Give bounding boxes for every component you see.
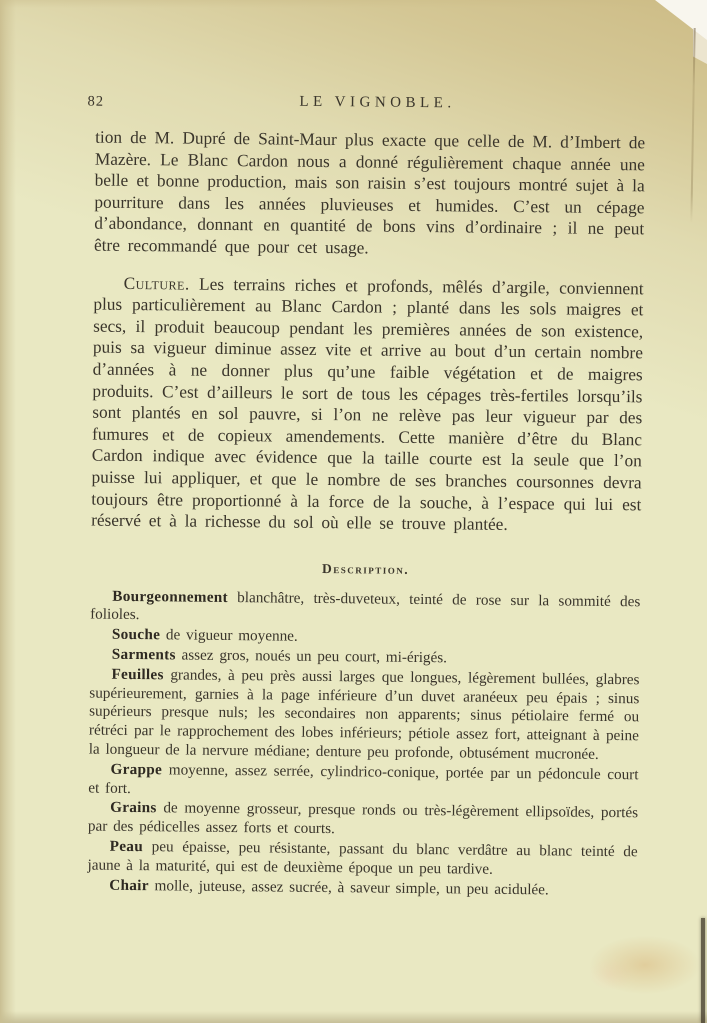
term-label: Bourgeonnement	[112, 587, 229, 606]
paragraph-continuation	[94, 127, 645, 262]
term-text: assez gros, noués un peu court, mi-érigés.	[175, 646, 448, 667]
page-content	[87, 92, 645, 901]
description-list	[87, 587, 640, 900]
page-corner-background	[655, 0, 707, 40]
running-title: LE VIGNOBLE.	[299, 93, 456, 112]
description-item-feuilles	[89, 665, 640, 765]
description-item-grains	[88, 799, 638, 842]
paragraph-text: tion de M. Dupré de Saint-Maur plus exacte que celle de M. d’Imbert de Mazère. Le Blanc Cardon nous a donné régulièrement chaque année une belle et bonne production, mais son raisin s’est toujours montré sujet à la pourriture dans les années pluvieuses et humides. C’est un cépage d’abondance, donnant en quantité de bons vins d’ordinaire ; il ne peut être recommandé que pour cet usage.	[93, 127, 646, 258]
paragraph-text: Les terrains riches et profonds, mêlés d’argile, conviennent plus particulièrement au Blanc Cardon ; planté dans les sols maigres et secs, il produit beaucoup pendant les premières années de son existence, puis sa vigueur diminue assez vite et arrive au bout d’un certain nombre d’années à ne donner plus qu’une faible végétation et de maigres produits. C’est d’ailleurs le sort de tous les cépages très-fertiles lorsqu’ils sont plantés en sol pauvre, si l’on ne relève pas leur vigueur par des fumures et de copieux amendements. Cette manière d’être du Blanc Cardon indique avec évidence que la taille courte est la seule que l’on puisse lui appliquer, et que le nombre de ses branches coursonnes devra toujours être proportionné à la force de la souche, à l’espace qui lui est réservé et à la richesse du sol où elle se trouve plantée.	[91, 274, 644, 535]
description-item-peau	[87, 838, 637, 881]
page-crease	[690, 28, 695, 223]
page-header	[87, 92, 645, 122]
page-number: 82	[87, 93, 105, 110]
paragraph-lead-smallcaps: Culture.	[123, 273, 190, 294]
page-edge-shadow	[701, 918, 705, 1023]
term-text: molle, juteuse, assez sucrée, à saveur simple, un peu acidulée.	[148, 876, 549, 899]
description-item-bourgeonnement	[90, 587, 640, 630]
term-text: grandes, à peu près aussi larges que longues, légèrement bullées, glabres supérieurement, garnies à la page inférieure d’un duvet aranéeux peu épais ; sinus supérieurs presque nuls; les secondaires non apparents; sinus pétiolaire fermé ou rétréci par le rapprochement des lobes inférieurs; pétiole assez fort, atteignant à peine la longueur de la nervure médiane; denture peu profonde, obtusément mucronée.	[88, 666, 640, 763]
term-label: Sarments	[111, 645, 176, 664]
term-label: Souche	[111, 626, 161, 644]
term-text: moyenne, assez serrée, cylindrico-conique, portée par un pédoncule court et fort.	[88, 761, 639, 797]
paragraph-culture	[91, 272, 644, 537]
term-label: Grappe	[110, 760, 163, 779]
term-label: Feuilles	[111, 665, 164, 684]
description-item-grappe	[88, 760, 638, 803]
term-label: Peau	[109, 837, 144, 856]
term-label: Grains	[110, 799, 157, 817]
term-text: de moyenne grosseur, presque ronds ou très-légèrement ellipsoïdes, portés par des pédicelles assez forts et courts.	[87, 799, 639, 838]
term-label: Chair	[109, 876, 149, 894]
section-heading: Description.	[321, 560, 410, 577]
term-text: de vigueur moyenne.	[160, 626, 298, 646]
term-text: peu épaisse, peu résistante, passant du blanc verdâtre au blanc teinté de jaune à la maturité, qui est de deuxième époque un peu tardive.	[87, 838, 638, 878]
term-text: blanchâtre, très-duveteux, teinté de rose sur la sommité des folioles.	[90, 588, 641, 624]
